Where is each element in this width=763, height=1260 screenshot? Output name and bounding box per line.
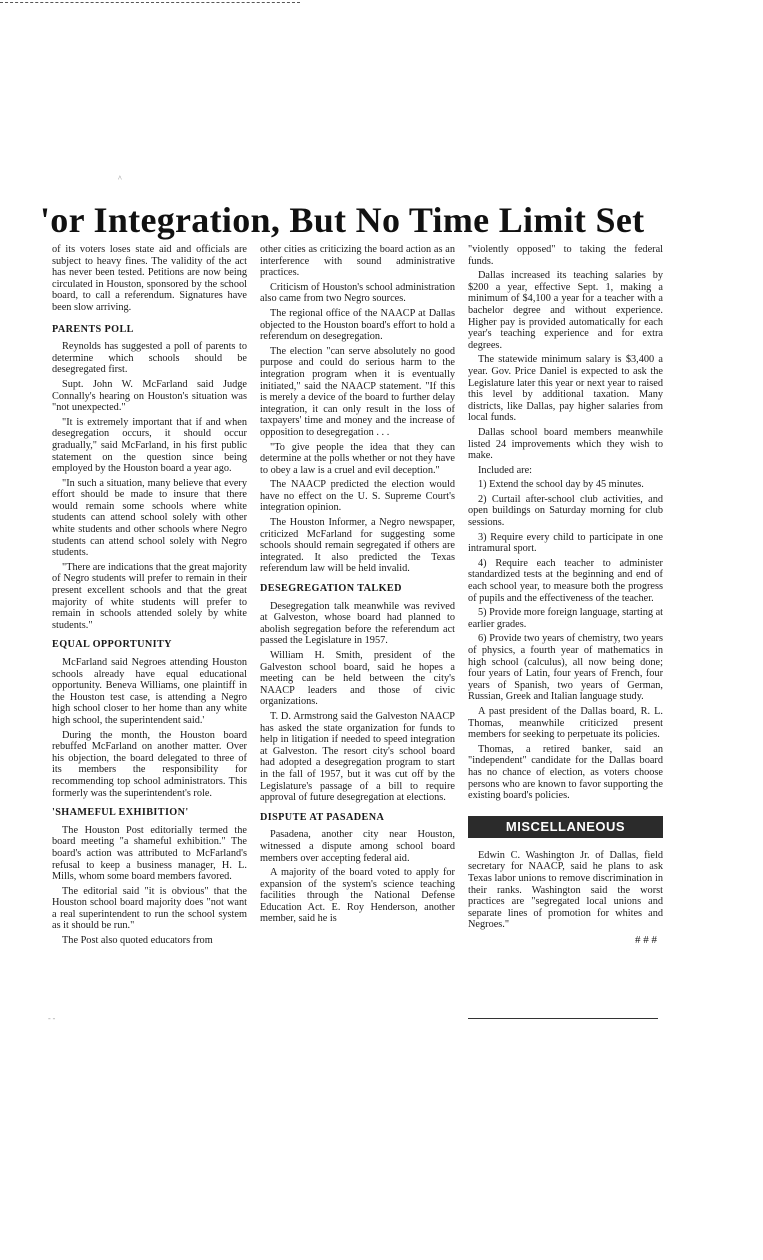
paragraph: William H. Smith, president of the Galveston school board, said he hopes a meeting can be held between the city's NAACP leaders and those of civic organizations.	[260, 650, 455, 708]
paragraph: A majority of the board voted to apply for expansion of the system's science teaching facilities through the National Defense Education Act. E. Roy Henderson, another member, said he is	[260, 867, 455, 925]
paragraph: of its voters loses state aid and officials are subject to heavy fines. The validity of the act has never been tested. Petitions are now being circulated in Houston, sponsored by the school board, to call a referendum. Signatures have been slow arriving.	[52, 244, 247, 313]
paragraph: Supt. John W. McFarland said Judge Connally's hearing on Houston's situation was "not unexpected."	[52, 378, 247, 414]
list-item: 3) Require every child to participate in one intramural sport.	[468, 531, 663, 555]
paragraph: Desegregation talk meanwhile was revived at Galveston, whose board had planned to abolish segregation before the referendum act passed the Legislature in 1957.	[260, 600, 455, 647]
paragraph: Dallas school board members meanwhile listed 24 improvements which they wish to make.	[468, 426, 663, 462]
paragraph: "To give people the idea that they can determine at the polls whether or not they have to obey a law is a cruel and evil deception."	[260, 441, 455, 476]
stray-mark: ^	[118, 174, 122, 183]
paragraph: The editorial said "it is obvious" that the Houston school board majority does "not want a real superintendent to run the school system as it should be run."	[52, 885, 247, 932]
subhead-equal-opportunity: EQUAL OPPORTUNITY	[52, 639, 172, 651]
paragraph: Pasadena, another city near Houston, witnessed a dispute among school board members over accepting federal aid.	[260, 829, 455, 864]
paragraph: "In such a situation, many believe that every effort should be made to insure that there would remain some schools where white students can attend school solely with other white students and other schools where Negro students can attend school solely with Negro students.	[52, 477, 247, 559]
article-headline: 'or Integration, But No Time Limit Set	[40, 200, 645, 240]
paragraph: The NAACP predicted the election would have no effect on the U. S. Supreme Court's integration opinion.	[260, 479, 455, 514]
column-2	[260, 244, 455, 928]
end-mark: # # #	[635, 933, 657, 946]
paragraph: A past president of the Dallas board, R. L. Thomas, meanwhile criticized present members for seeking to perpetuate its policies.	[468, 705, 663, 741]
paragraph: The statewide minimum salary is $3,400 a year. Gov. Price Daniel is expected to ask the Legislature later this year or next year to raised this level by additional taxation. Many districts, like Dallas, pay higher salaries from local funds.	[468, 354, 663, 424]
miscellaneous-banner: MISCELLANEOUS	[468, 816, 663, 838]
stray-mark: - -	[48, 1014, 56, 1023]
column-3	[468, 244, 663, 946]
paragraph: Thomas, a retired banker, said an "independent" candidate for the Dallas board has no chance of election, as voters choose persons who are known to favor supporting the existing board's policies.	[468, 743, 663, 802]
column-1	[52, 244, 247, 950]
paragraph: "It is extremely important that if and when desegregation occurs, it should occur gradually," said McFarland, in his first public statement on the question since being employed by the Houston board a year ago.	[52, 416, 247, 475]
bottom-rule	[468, 1018, 658, 1019]
paragraph: The Post also quoted educators from	[62, 935, 213, 947]
paragraph: Edwin C. Washington Jr. of Dallas, field secretary for NAACP, said he plans to ask Texas labor unions to remove discrimination in their ranks. Washington said the worst practices are "segregated local unions and separate lines of promotion for whites and Negroes."	[468, 849, 663, 931]
paragraph: other cities as criticizing the board action as an interference with sound administrative practices.	[260, 244, 455, 279]
paragraph: The regional office of the NAACP at Dallas objected to the Houston board's effort to hold a referendum on desegregation.	[260, 307, 455, 343]
list-item: 4) Require each teacher to administer standardized tests at the beginning and end of each school year, to measure both the progress of pupils and the effectiveness of the teacher.	[468, 557, 663, 604]
paragraph: Criticism of Houston's school administration also came from two Negro sources.	[260, 281, 455, 305]
paragraph: T. D. Armstrong said the Galveston NAACP has asked the state organization for funds to help in litigation if needed to speed integration at Galveston. The resort city's school board had adopted a desegregation program to start in the fall of 1957, but it was cut off by the Legislature's passage of a bill to require approval of future desegregation at elections.	[260, 710, 455, 804]
paragraph: Reynolds has suggested a poll of parents to determine which schools should be desegregated first.	[52, 341, 247, 376]
paragraph: "violently opposed" to taking the federal funds.	[468, 244, 663, 267]
subhead-parents-poll: PARENTS POLL	[52, 323, 134, 335]
subhead-dispute-at-pasadena: DISPUTE AT PASADENA	[260, 811, 385, 823]
paragraph: McFarland said Negroes attending Houston schools already have equal educational opportunity. Beneva Williams, one plaintiff in the Houston test case, is attending a Negro high school closer to her home than any white high school, the superintendent said.'	[52, 657, 247, 726]
list-item: 1) Extend the school day by 45 minutes.	[478, 479, 644, 491]
paragraph: The Houston Informer, a Negro newspaper, criticized McFarland for suggesting some schools should remain segregated if others are integrated. It also predicted the Texas referendum law will be held invalid.	[260, 517, 455, 575]
list-item: 6) Provide two years of chemistry, two years of physics, a fourth year of mathematics in high school (calculus), all now being done; four years of Latin, four years of French, four years of Spanish, two years of German, Russian, Greek and Italian language study.	[468, 633, 663, 703]
paragraph: Dallas increased its teaching salaries by $200 a year, effective Sept. 1, making a minimum of $4,100 a year for a teacher with a bachelor degree and without experience. Higher pay is provided automatically for each year's teaching experience and for extra degrees.	[468, 270, 663, 351]
subhead-desegregation-talked: DESEGREGATION TALKED	[260, 583, 402, 595]
paragraph: During the month, the Houston board rebuffed McFarland on another matter. Over his objection, the board delegated to three of its members the responsibility for recommending top school administrators. This formerly was the superintendent's role.	[52, 729, 247, 799]
subhead-shameful-exhibition: 'SHAMEFUL EXHIBITION'	[52, 807, 189, 819]
paragraph: The Houston Post editorially termed the board meeting "a shameful exhibition." The board's action was attributed to McFarland's refusal to keep a business manager, H. L. Mills, whom some board members favored.	[52, 824, 247, 883]
top-dashed-border	[0, 2, 300, 3]
paragraph: The election "can serve absolutely no good purpose and could do serious harm to the integration program when it is eventually initiated," said the NAACP statement. "If this is merely a device of the board to further delay integration, it can only result in the loss of taxpayers' time and money and the increase of opposition to desegregation . . .	[260, 345, 455, 438]
list-item: 2) Curtail after-school club activities, and open buildings on Saturday morning for club sessions.	[468, 493, 663, 529]
paragraph: Included are:	[478, 464, 533, 476]
paragraph: "There are indications that the great majority of Negro students will prefer to remain in their present excellent schools and that the great majority of white students will prefer to remain in schools attended solely by white students."	[52, 561, 247, 631]
list-item: 5) Provide more foreign language, starting at earlier grades.	[468, 607, 664, 630]
